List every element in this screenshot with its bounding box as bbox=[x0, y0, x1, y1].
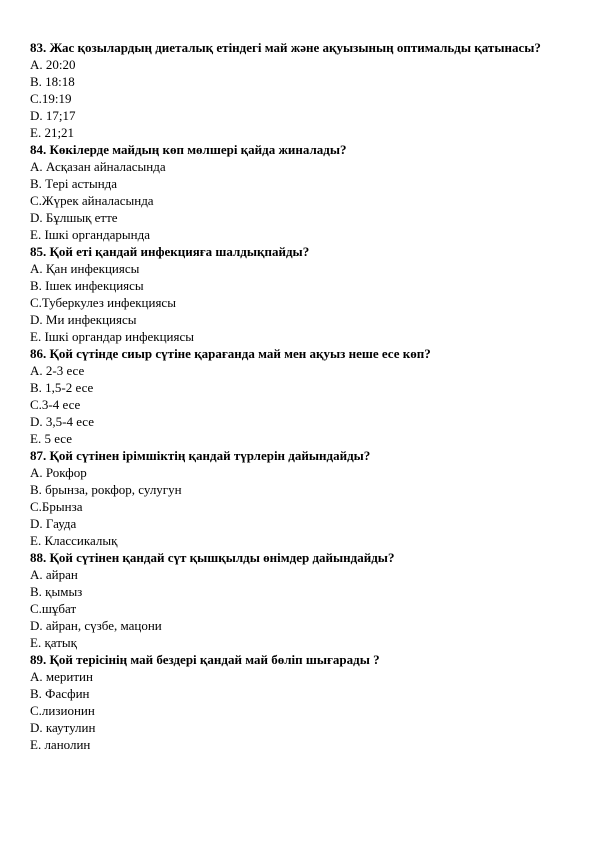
option-d: D. Ми инфекциясы bbox=[30, 312, 137, 327]
option-d: D. айран, сүзбе, мацони bbox=[30, 618, 162, 633]
option-a: A. 2-3 есе bbox=[30, 363, 85, 378]
option-c: C.Туберкулез инфекциясы bbox=[30, 295, 176, 310]
option-e: E. Ішкі органдар инфекциясы bbox=[30, 329, 194, 344]
option-a: A. Қан инфекциясы bbox=[30, 261, 140, 276]
question-text: 89. Қой терісінің май бездері қандай май бөліп шығарады ? bbox=[30, 652, 380, 667]
question-88 bbox=[30, 549, 570, 651]
option-a: A. Рокфор bbox=[30, 465, 87, 480]
option-c: C.19:19 bbox=[30, 91, 72, 106]
option-e: E. 5 есе bbox=[30, 431, 72, 446]
option-e: E. Классикалық bbox=[30, 533, 118, 548]
document-page bbox=[30, 39, 570, 753]
option-c: C.3-4 есе bbox=[30, 397, 81, 412]
question-86 bbox=[30, 345, 570, 447]
option-a: A. Асқазан айналасында bbox=[30, 159, 166, 174]
option-e: E. ланолин bbox=[30, 737, 91, 752]
option-a: A. меритин bbox=[30, 669, 93, 684]
option-c: C.Жүрек айналасында bbox=[30, 193, 154, 208]
option-c: C.шұбат bbox=[30, 601, 77, 616]
option-b: B. қымыз bbox=[30, 584, 83, 599]
option-e: E. 21;21 bbox=[30, 125, 75, 140]
option-d: D. 3,5-4 есе bbox=[30, 414, 95, 429]
option-b: B. Фасфин bbox=[30, 686, 90, 701]
option-a: A. айран bbox=[30, 567, 78, 582]
question-text: 83. Жас қозылардың диеталық етіндегі май және ақуызының оптимальды қатынасы? bbox=[30, 40, 541, 55]
question-text: 87. Қой сүтінен ірімшіктің қандай түрлерін дайындайды? bbox=[30, 448, 371, 463]
option-a: A. 20:20 bbox=[30, 57, 76, 72]
question-text: 85. Қой еті қандай инфекцияға шалдықпайды? bbox=[30, 244, 310, 259]
option-d: D. Гауда bbox=[30, 516, 77, 531]
option-c: C.Брынза bbox=[30, 499, 83, 514]
option-b: B. брынза, рокфор, сулугун bbox=[30, 482, 182, 497]
question-87 bbox=[30, 447, 570, 549]
option-c: C.лизионин bbox=[30, 703, 95, 718]
question-83 bbox=[30, 39, 570, 141]
option-b: B. 18:18 bbox=[30, 74, 75, 89]
option-b: B. Ішек инфекциясы bbox=[30, 278, 144, 293]
option-d: D. каутулин bbox=[30, 720, 96, 735]
option-d: D. 17;17 bbox=[30, 108, 76, 123]
question-84 bbox=[30, 141, 570, 243]
option-e: E. қатық bbox=[30, 635, 77, 650]
option-e: E. Ішкі органдарында bbox=[30, 227, 150, 242]
question-text: 88. Қой сүтінен қандай сүт қышқылды өнімдер дайындайды? bbox=[30, 550, 395, 565]
option-d: D. Бұлшық етте bbox=[30, 210, 118, 225]
option-b: B. Тері астында bbox=[30, 176, 118, 191]
option-b: B. 1,5-2 есе bbox=[30, 380, 94, 395]
question-text: 84. Көкілерде майдың көп мөлшері қайда жиналады? bbox=[30, 142, 347, 157]
question-text: 86. Қой сүтінде сиыр сүтіне қарағанда май мен ақуыз неше есе көп? bbox=[30, 346, 431, 361]
question-89 bbox=[30, 651, 570, 753]
question-85 bbox=[30, 243, 570, 345]
